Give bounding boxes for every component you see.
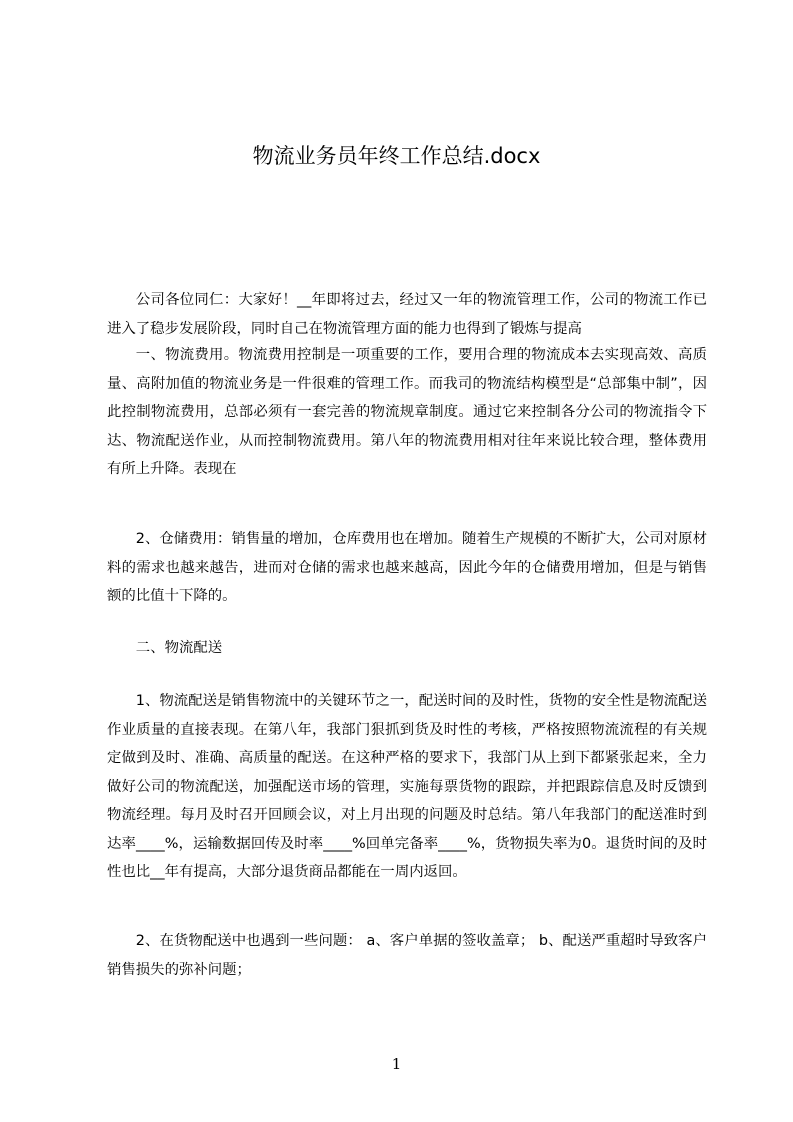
paragraph-distribution-problems: 2、在货物配送中也遇到一些问题： a、客户单据的签收盖章； b、配送严重超时导致客户销售损失的弥补问题； <box>107 933 707 978</box>
page-number: 1 <box>391 1055 402 1073</box>
document-title: 物流业务员年终工作总结.docx <box>252 144 541 168</box>
paragraph-greeting: 公司各位同仁：大家好！__年即将过去，经过又一年的物流管理工作，公司的物流工作已进入了稳步发展阶段，同时自己在物流管理方面的能力也得到了锻炼与提高 <box>107 292 707 337</box>
paragraph-distribution-details: 1、物流配送是销售物流中的关键环节之一，配送时间的及时性，货物的安全性是物流配送作业质量的直接表现。在第八年，我部门狠抓到货及时性的考核，严格按照物流流程的有关规定做到及时、准确、高质量的配送。在这种严格的要求下，我部门从上到下都紧张起来，全力做好公司的物流配送，加强配送市场的管理，实施每票货物的跟踪，并把跟踪信息及时反馈到物流经理。每月及时召开回顾会议，对上月出现的问题及时总结。第八年我部门的配送准时到达率____%，运输数据回传及时率____%回单完备率____%，货物损失率为0。退货时间的及时性也比__年有提高，大部分退货商品都能在一周内返回。 <box>107 693 707 880</box>
section-heading-distribution: 二、物流配送 <box>135 640 223 656</box>
paragraph-storage-cost: 2、仓储费用：销售量的增加，仓库费用也在增加。随着生产规模的不断扩大，公司对原材料的需求也越来越告，进而对仓储的需求也越来越高，因此今年的仓储费用增加，但是与销售额的比值十下降的。 <box>107 531 707 604</box>
paragraph-logistics-cost: 一、物流费用。物流费用控制是一项重要的工作，要用合理的物流成本去实现高效、高质量、高附加值的物流业务是一件很难的管理工作。而我司的物流结构模型是“总部集中制”，因此控制物流费用，总部必须有一套完善的物流规章制度。通过它来控制各分公司的物流指令下达、物流配送作业，从而控制物流费用。第八年的物流费用相对往年来说比较合理，整体费用有所上升降。表现在 <box>107 347 707 477</box>
